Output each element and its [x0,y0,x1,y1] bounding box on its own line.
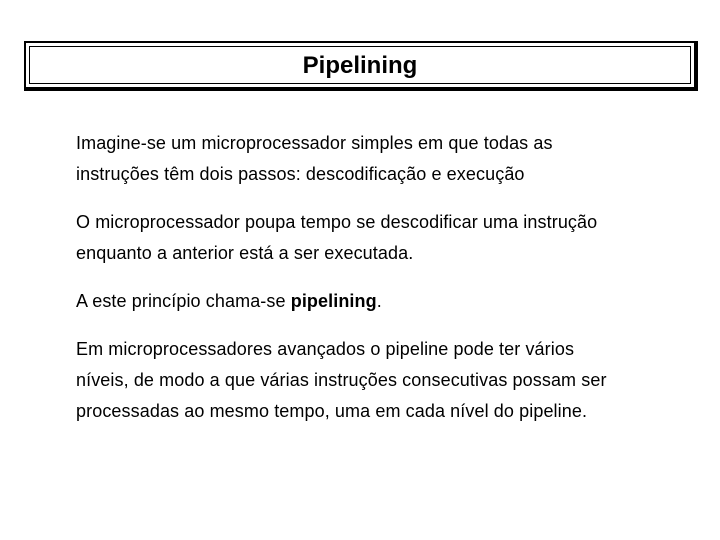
paragraph-4-line-3: processadas ao mesmo tempo, uma em cada nível do pipeline. [76,401,588,421]
slide-body [76,128,686,444]
paragraph-1-line-2: instruções têm dois passos: descodificação e execução [76,164,525,184]
paragraph-3 [76,286,686,317]
paragraph-1 [76,128,686,190]
paragraph-1-line-1: Imagine-se um microprocessador simples em que todas as [76,133,553,153]
paragraph-4-line-2: níveis, de modo a que várias instruções consecutivas possam ser [76,370,607,390]
title-box [24,41,698,91]
paragraph-4 [76,334,686,427]
paragraph-3-prefix: A este princípio chama-se [76,291,291,311]
paragraph-2-line-1: O microprocessador poupa tempo se descodificar uma instrução [76,212,598,232]
paragraph-4-line-1: Em microprocessadores avançados o pipeline pode ter vários [76,339,575,359]
paragraph-2-line-2: enquanto a anterior está a ser executada. [76,243,414,263]
paragraph-2 [76,207,686,269]
paragraph-3-emphasis: pipelining [290,291,377,311]
slide-title: Pipelining [302,52,418,79]
paragraph-3-suffix: . [376,291,382,311]
